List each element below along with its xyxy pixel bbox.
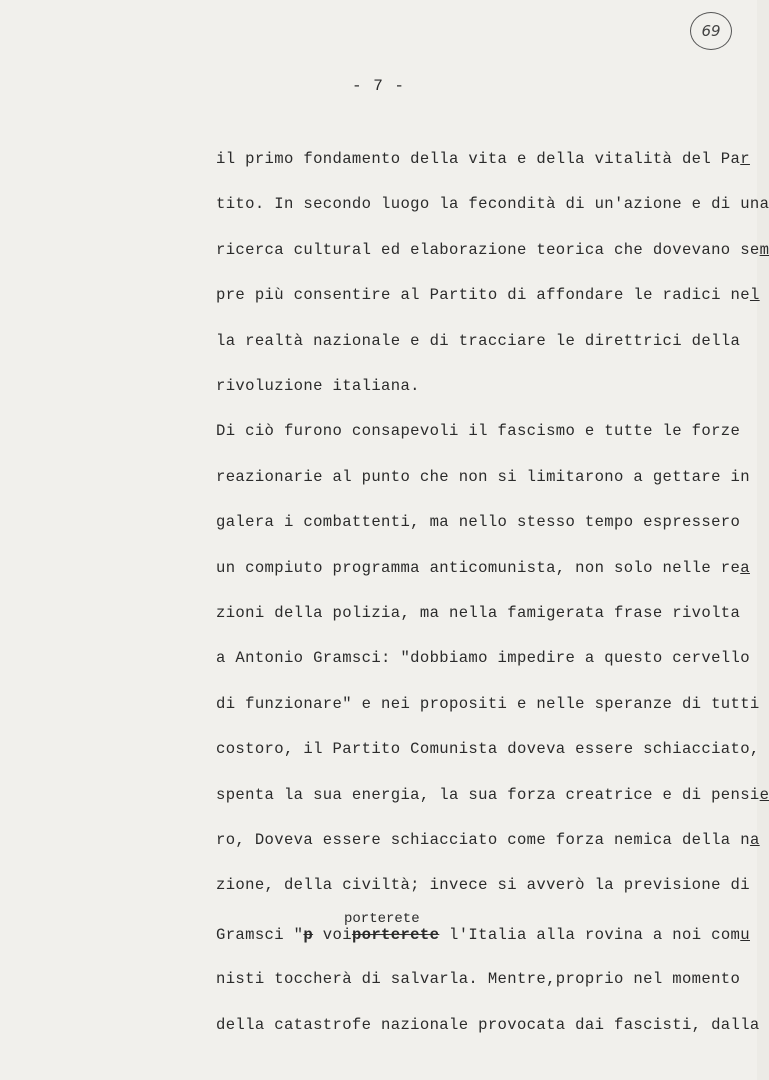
- text-line: [216, 1016, 760, 1034]
- line-text: ro, Doveva essere schiacciato come forza nemica della n: [216, 831, 750, 849]
- hyphenation-underline: r: [740, 150, 750, 168]
- hyphenation-underline: a: [749, 831, 760, 849]
- text-line: [216, 695, 760, 713]
- line-text: pre più consentire al Partito di affondare le radici ne: [216, 286, 750, 305]
- line-text: nisti toccherà di salvarla. Mentre,proprio nel momento: [216, 970, 741, 988]
- text-line: [216, 286, 760, 304]
- text-line: [216, 195, 769, 213]
- line-text: Gramsci ": [216, 926, 304, 944]
- text-line: [216, 876, 750, 894]
- text-line: [216, 422, 740, 440]
- page-number: - 7 -: [352, 77, 406, 95]
- line-text: zioni della polizia, ma nella famigerata frase rivolta: [216, 604, 741, 622]
- line-text: ricerca cultural ed elaborazione teorica che dovevano se: [216, 240, 760, 259]
- struck-text: p: [303, 926, 314, 944]
- text-line: [216, 831, 760, 849]
- text-line: [216, 649, 750, 667]
- text-line: [216, 468, 750, 486]
- hyphenation-underline: e: [759, 785, 769, 804]
- text-line: [216, 559, 750, 577]
- text-line: [216, 786, 769, 804]
- line-text: l'Italia alla rovina a noi com: [439, 926, 741, 944]
- text-line: [216, 740, 760, 758]
- line-text: costoro, il Partito Comunista doveva essere schiacciato,: [216, 740, 760, 759]
- text-line: [216, 241, 769, 259]
- line-text: della catastrofe nazionale provocata dai fascisti, dalla: [216, 1016, 760, 1034]
- line-text: voi: [313, 926, 352, 944]
- line-text: il primo fondamento della vita e della vitalità del Pa: [216, 150, 741, 168]
- line-text: galera i combattenti, ma nello stesso tempo espressero: [216, 513, 741, 532]
- hyphenation-underline: m: [759, 240, 769, 259]
- text-line: [216, 970, 740, 988]
- text-line-gramsci: [216, 926, 750, 944]
- line-text: zione, della civiltà; invece si avverò la previsione di: [216, 876, 750, 895]
- text-line: [216, 150, 750, 168]
- line-text: a Antonio Gramsci: "dobbiamo impedire a questo cervello: [216, 649, 750, 668]
- hyphenation-underline: l: [749, 286, 760, 305]
- line-text: Di ciò furono consapevoli il fascismo e tutte le forze: [216, 422, 741, 441]
- text-line: [216, 604, 740, 622]
- line-text: rivoluzione italiana.: [216, 377, 420, 395]
- line-text: un compiuto programma anticomunista, non solo nelle re: [216, 558, 741, 577]
- hyphenation-underline: a: [740, 558, 750, 577]
- hyphenation-underline: u: [740, 926, 750, 944]
- line-text: spenta la sua energia, la sua forza creatrice e di pensi: [216, 785, 760, 804]
- text-line: [216, 377, 420, 395]
- line-text: tito. In secondo luogo la fecondità di un'azione e di una: [216, 195, 769, 214]
- archive-stamp: 69: [690, 12, 732, 50]
- handwritten-insertion: porterete: [344, 911, 420, 927]
- line-text: la realtà nazionale e di tracciare le direttrici della: [216, 331, 741, 350]
- text-line: [216, 513, 740, 531]
- line-text: reazionarie al punto che non si limitarono a gettare in: [216, 467, 750, 486]
- text-line: [216, 332, 740, 350]
- struck-text: porterete: [351, 926, 440, 944]
- line-text: di funzionare" e nei propositi e nelle speranze di tutti: [216, 694, 760, 713]
